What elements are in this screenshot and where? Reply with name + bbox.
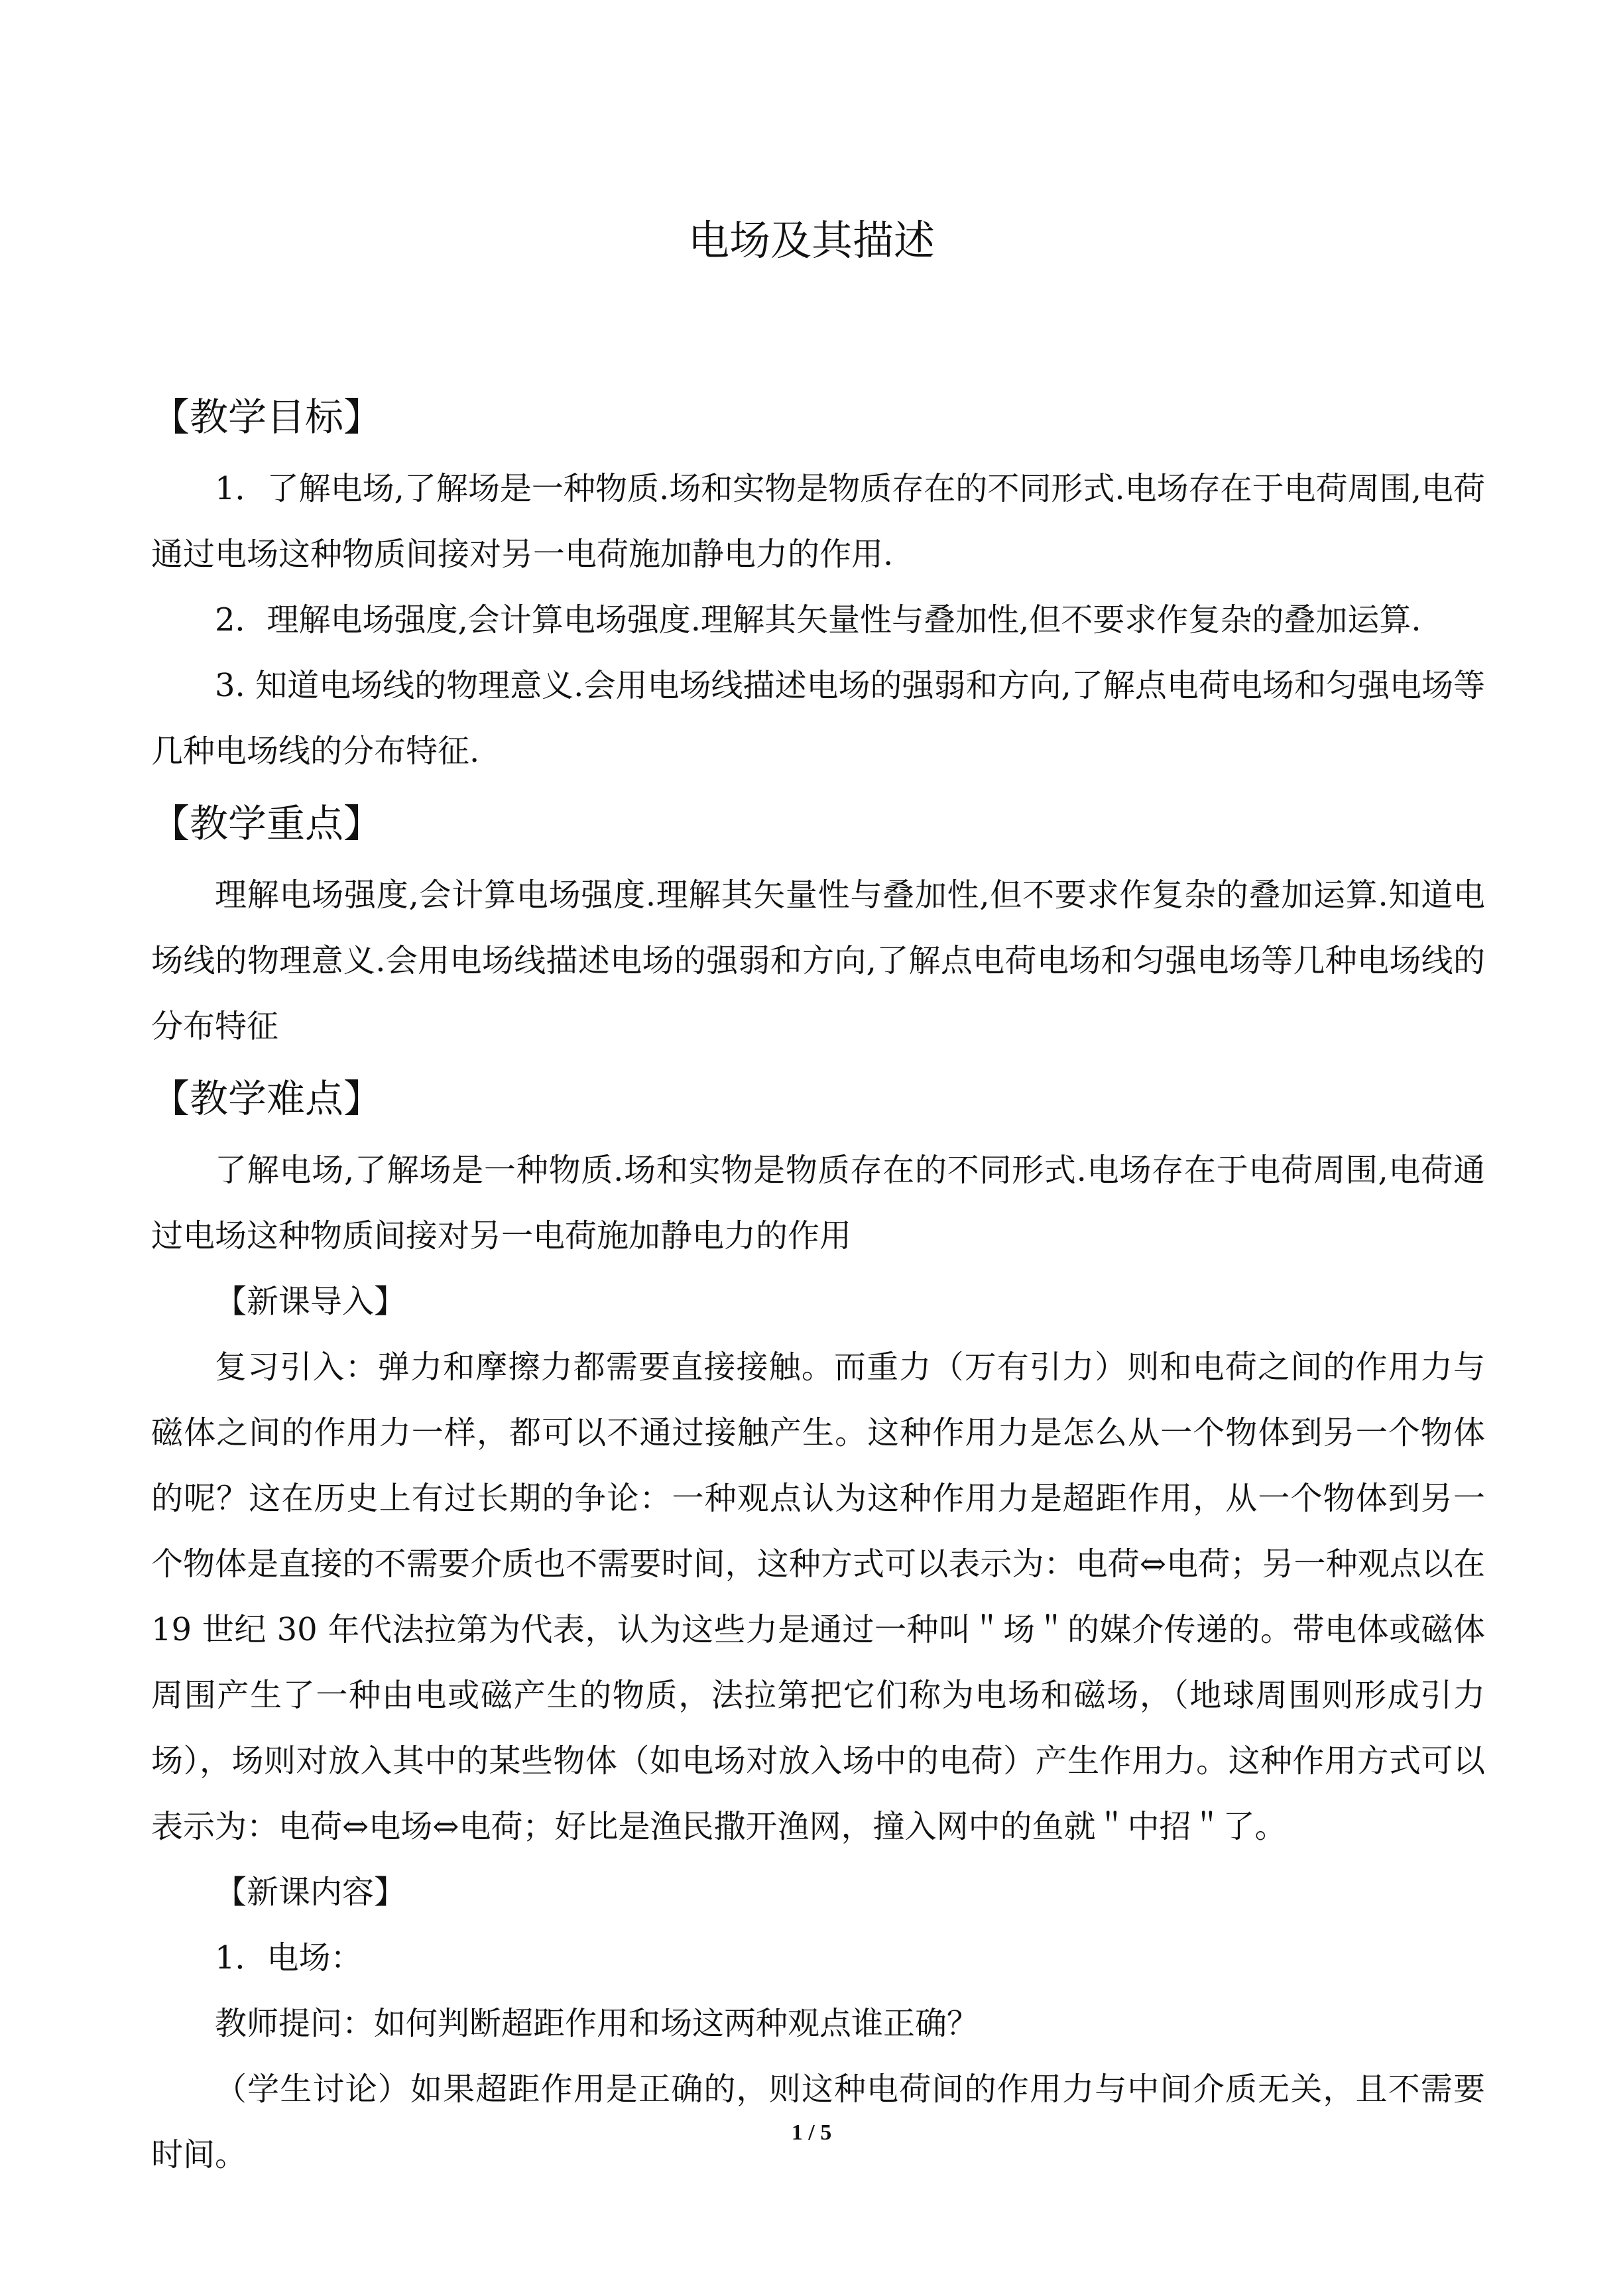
objective-item-2: 2．理解电场强度,会计算电场强度.理解其矢量性与叠加性,但不要求作复杂的叠加运算.	[215, 601, 1421, 638]
difficulties-paragraph: 了解电场,了解场是一种物质.场和实物是物质存在的不同形式.电场存在于电荷周围,电荷通过电场这种物质间接对另一电荷施加静电力的作用	[151, 1152, 1485, 1254]
page-number: 1 / 5	[791, 2120, 832, 2145]
content-item-1: 1．电场：	[215, 1939, 363, 1976]
teacher-question: 教师提问：如何判断超距作用和场这两种观点谁正确？	[215, 2005, 979, 2042]
objective-item-3: 3. 知道电场线的物理意义.会用电场线描述电场的强弱和方向,了解点电荷电场和匀强电场等几种电场线的分布特征.	[151, 667, 1485, 770]
objective-item-1: 1．了解电场,了解场是一种物质.场和实物是物质存在的不同形式.电场存在于电荷周围,电荷通过电场这种物质间接对另一电荷施加静电力的作用.	[151, 470, 1485, 573]
section-heading-intro: 【新课导入】	[215, 1283, 406, 1320]
keypoints-paragraph: 理解电场强度,会计算电场强度.理解其矢量性与叠加性,但不要求作复杂的叠加运算.知道电场线的物理意义.会用电场线描述电场的强弱和方向,了解点电荷电场和匀强电场等几种电场线的分布特征	[151, 876, 1485, 1045]
intro-paragraph: 复习引入：弹力和摩擦力都需要直接接触。而重力（万有引力）则和电荷之间的作用力与磁体之间的作用力一样，都可以不通过接触产生。这种作用力是怎么从一个物体到另一个物体的呢？这在历史上有过长期的争论：一种观点认为这种作用力是超距作用，从一个物体到另一个物体是直接的不需要介质也不需要时间，这种方式可以表示为：电荷⇔电荷；另一种观点以在 19 世纪 30 年代法拉第为代表，认为这些力是通过一种叫＂场＂的媒介传递的。带电体或磁体周围产生了一种由电或磁产生的物质，法拉第把它们称为电场和磁场，（地球周围则形成引力场），场则对放入其中的某些物体（如电场对放入场中的电荷）产生作用力。这种作用方式可以表示为：电荷⇔电场⇔电荷；好比是渔民撒开渔网，撞入网中的鱼就＂中招＂了。	[151, 1349, 1485, 1845]
section-heading-difficulties: 【教学难点】	[151, 1076, 383, 1121]
page-title: 电场及其描述	[688, 216, 935, 265]
student-discussion: （学生讨论）如果超距作用是正确的，则这种电荷间的作用力与中间介质无关，且不需要时间。	[151, 2071, 1485, 2173]
section-heading-content: 【新课内容】	[215, 1874, 406, 1911]
document-body	[151, 378, 1485, 2188]
section-heading-objectives: 【教学目标】	[151, 394, 383, 440]
section-heading-keypoints: 【教学重点】	[151, 801, 383, 846]
